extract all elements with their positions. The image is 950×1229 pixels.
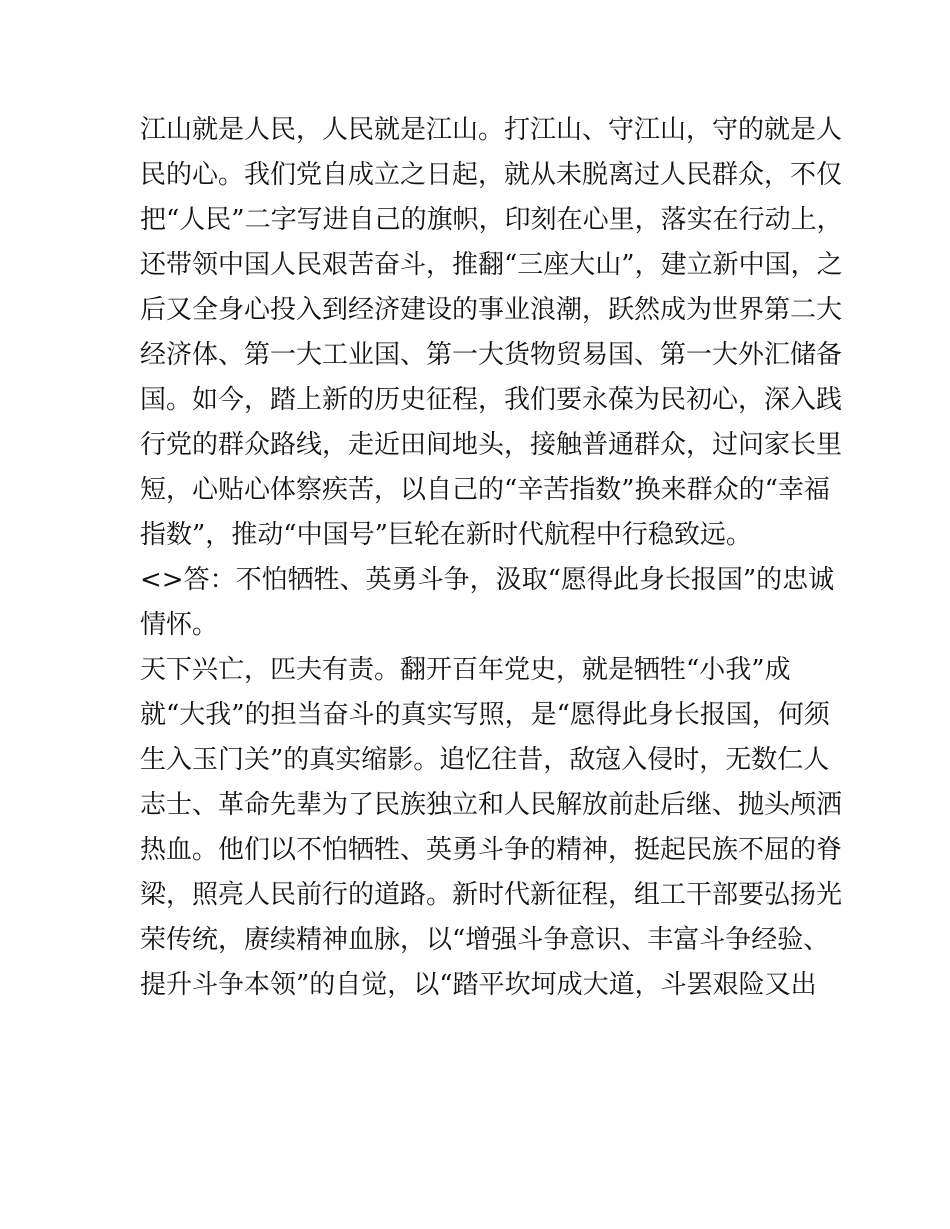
text-line: 把“人民”二字写进自己的旗帜，印刻在心里，落实在行动上， xyxy=(140,205,843,235)
text-line: 民的心。我们党自成立之日起，就从未脱离过人民群众，不仅 xyxy=(140,160,843,190)
text-line: 荣传统，赓续精神血脉，以“增强斗争意识、丰富斗争经验、 xyxy=(140,925,830,955)
text-line: 国。如今，踏上新的历史征程，我们要永葆为民初心，深入践 xyxy=(140,385,843,415)
text-line: 指数”，推动“中国号”巨轮在新时代航程中行稳致远。 xyxy=(140,520,752,550)
text-line: <>答：不怕牺牲、英勇斗争，汲取“愿得此身长报国”的忠诚 xyxy=(140,565,835,595)
text-line: 提升斗争本领”的自觉，以“踏平坎坷成大道，斗罢艰险又出 xyxy=(140,970,817,1000)
text-line: 生入玉门关”的真实缩影。追忆往昔，敌寇入侵时，无数仁人 xyxy=(140,745,830,775)
text-line: 就“大我”的担当奋斗的真实写照，是“愿得此身长报国，何须 xyxy=(140,700,830,730)
text-line: 短，心贴心体察疾苦，以自己的“辛苦指数”换来群众的“幸福 xyxy=(140,475,830,505)
text-line: 行党的群众路线，走近田间地头，接触普通群众，过问家长里 xyxy=(140,430,843,460)
text-line: 还带领中国人民艰苦奋斗，推翻“三座大山”，建立新中国，之 xyxy=(140,250,843,280)
text-line: 情怀。 xyxy=(140,610,219,640)
text-line: 天下兴亡，匹夫有责。翻开百年党史，就是牺牲“小我”成 xyxy=(140,655,791,685)
body-text xyxy=(140,108,843,1008)
text-line: 后又全身心投入到经济建设的事业浪潮，跃然成为世界第二大 xyxy=(140,295,843,325)
text-line: 梁，照亮人民前行的道路。新时代新征程，组工干部要弘扬光 xyxy=(140,880,843,910)
text-line: 江山就是人民，人民就是江山。打江山、守江山，守的就是人 xyxy=(140,115,843,145)
text-line: 经济体、第一大工业国、第一大货物贸易国、第一大外汇储备 xyxy=(140,340,843,370)
text-line: 志士、革命先辈为了民族独立和人民解放前赴后继、抛头颅洒 xyxy=(140,790,843,820)
text-line: 热血。他们以不怕牺牲、英勇斗争的精神，挺起民族不屈的脊 xyxy=(140,835,843,865)
